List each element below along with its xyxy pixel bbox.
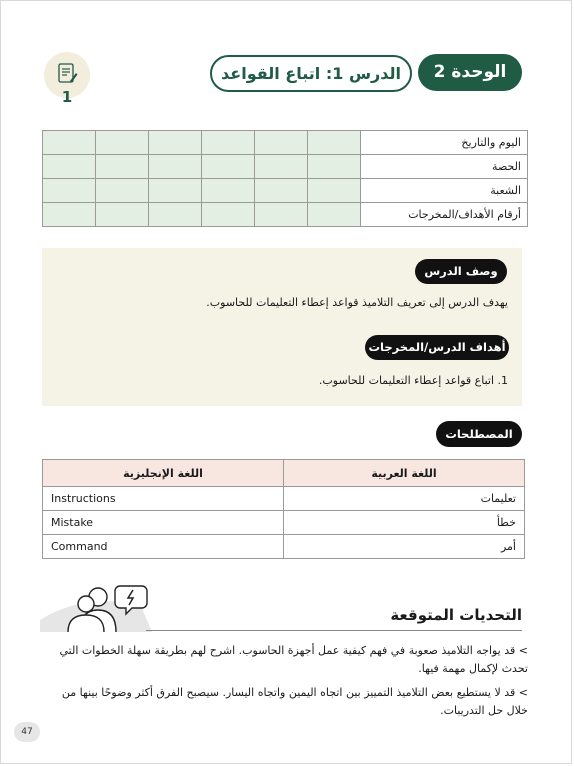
info-entry-cell[interactable]: [308, 179, 361, 203]
term-arabic: أمر: [284, 535, 525, 559]
info-entry-cell[interactable]: [149, 155, 202, 179]
description-heading: وصف الدرس: [415, 259, 507, 284]
term-arabic: خطأ: [284, 511, 525, 535]
info-entry-cell[interactable]: [255, 203, 308, 227]
term-english: Command: [43, 535, 284, 559]
info-entry-cell[interactable]: [255, 179, 308, 203]
goals-heading: أهداف الدرس/المخرجات: [365, 335, 509, 360]
info-row: [43, 179, 528, 203]
info-entry-cell[interactable]: [202, 179, 255, 203]
info-entry-cell[interactable]: [96, 203, 149, 227]
info-row: [43, 203, 528, 227]
info-row-label: الشعبة: [361, 179, 528, 203]
challenges-title: التحديات المتوقعة: [390, 606, 522, 624]
info-entry-cell[interactable]: [308, 155, 361, 179]
page-number: 47: [14, 722, 40, 742]
info-row-label: الحصة: [361, 155, 528, 179]
lesson-plan-icon: [56, 61, 78, 85]
terms-row: [43, 487, 525, 511]
info-entry-cell[interactable]: [255, 155, 308, 179]
info-entry-cell[interactable]: [43, 203, 96, 227]
lesson-badge-number: 1: [61, 88, 73, 106]
challenge-item: > قد لا يستطيع بعض التلاميذ التمييز بين اتجاه اليمين واتجاه اليسار. سيصبح الفرق أكثر وضوحًا بينها من خلال حل التدريبات.: [61, 686, 528, 717]
info-entry-cell[interactable]: [308, 203, 361, 227]
info-entry-cell[interactable]: [255, 131, 308, 155]
description-text: يهدف الدرس إلى تعريف التلاميذ قواعد إعطاء التعليمات للحاسوب.: [206, 296, 508, 309]
terms-table: [42, 459, 525, 559]
info-entry-cell[interactable]: [43, 179, 96, 203]
info-entry-cell[interactable]: [96, 179, 149, 203]
info-row-label: أرقام الأهداف/المخرجات: [361, 203, 528, 227]
term-english: Instructions: [43, 487, 284, 511]
info-entry-cell[interactable]: [202, 131, 255, 155]
info-entry-cell[interactable]: [308, 131, 361, 155]
info-entry-cell[interactable]: [96, 131, 149, 155]
lesson-description-box: [42, 248, 522, 406]
info-entry-cell[interactable]: [149, 203, 202, 227]
challenge-item: > قد يواجه التلاميذ صعوبة في فهم كيفية عمل أجهزة الحاسوب. اشرح لهم بطريقة سهلة الخطوات التي تحدث لإكمال مهمة فيها.: [59, 644, 528, 675]
lesson-info-table: [42, 130, 528, 227]
lesson-title: الدرس 1: اتباع القواعد: [210, 55, 412, 92]
info-entry-cell[interactable]: [43, 131, 96, 155]
unit-label: الوحدة 2: [418, 54, 522, 91]
terms-header-arabic: اللغة العربية: [284, 460, 525, 487]
terms-header-english: اللغة الإنجليزية: [43, 460, 284, 487]
goals-text: 1. اتباع قواعد إعطاء التعليمات للحاسوب.: [318, 374, 508, 387]
info-row: [43, 155, 528, 179]
challenges-illustration: [40, 580, 152, 632]
info-entry-cell[interactable]: [149, 131, 202, 155]
terms-row: [43, 535, 525, 559]
term-arabic: تعليمات: [284, 487, 525, 511]
info-entry-cell[interactable]: [149, 179, 202, 203]
info-entry-cell[interactable]: [96, 155, 149, 179]
term-english: Mistake: [43, 511, 284, 535]
info-entry-cell[interactable]: [202, 203, 255, 227]
terms-row: [43, 511, 525, 535]
challenges-divider: [146, 630, 522, 631]
info-row: [43, 131, 528, 155]
info-row-label: اليوم والتاريخ: [361, 131, 528, 155]
info-entry-cell[interactable]: [202, 155, 255, 179]
terms-heading: المصطلحات: [436, 421, 522, 447]
info-entry-cell[interactable]: [43, 155, 96, 179]
